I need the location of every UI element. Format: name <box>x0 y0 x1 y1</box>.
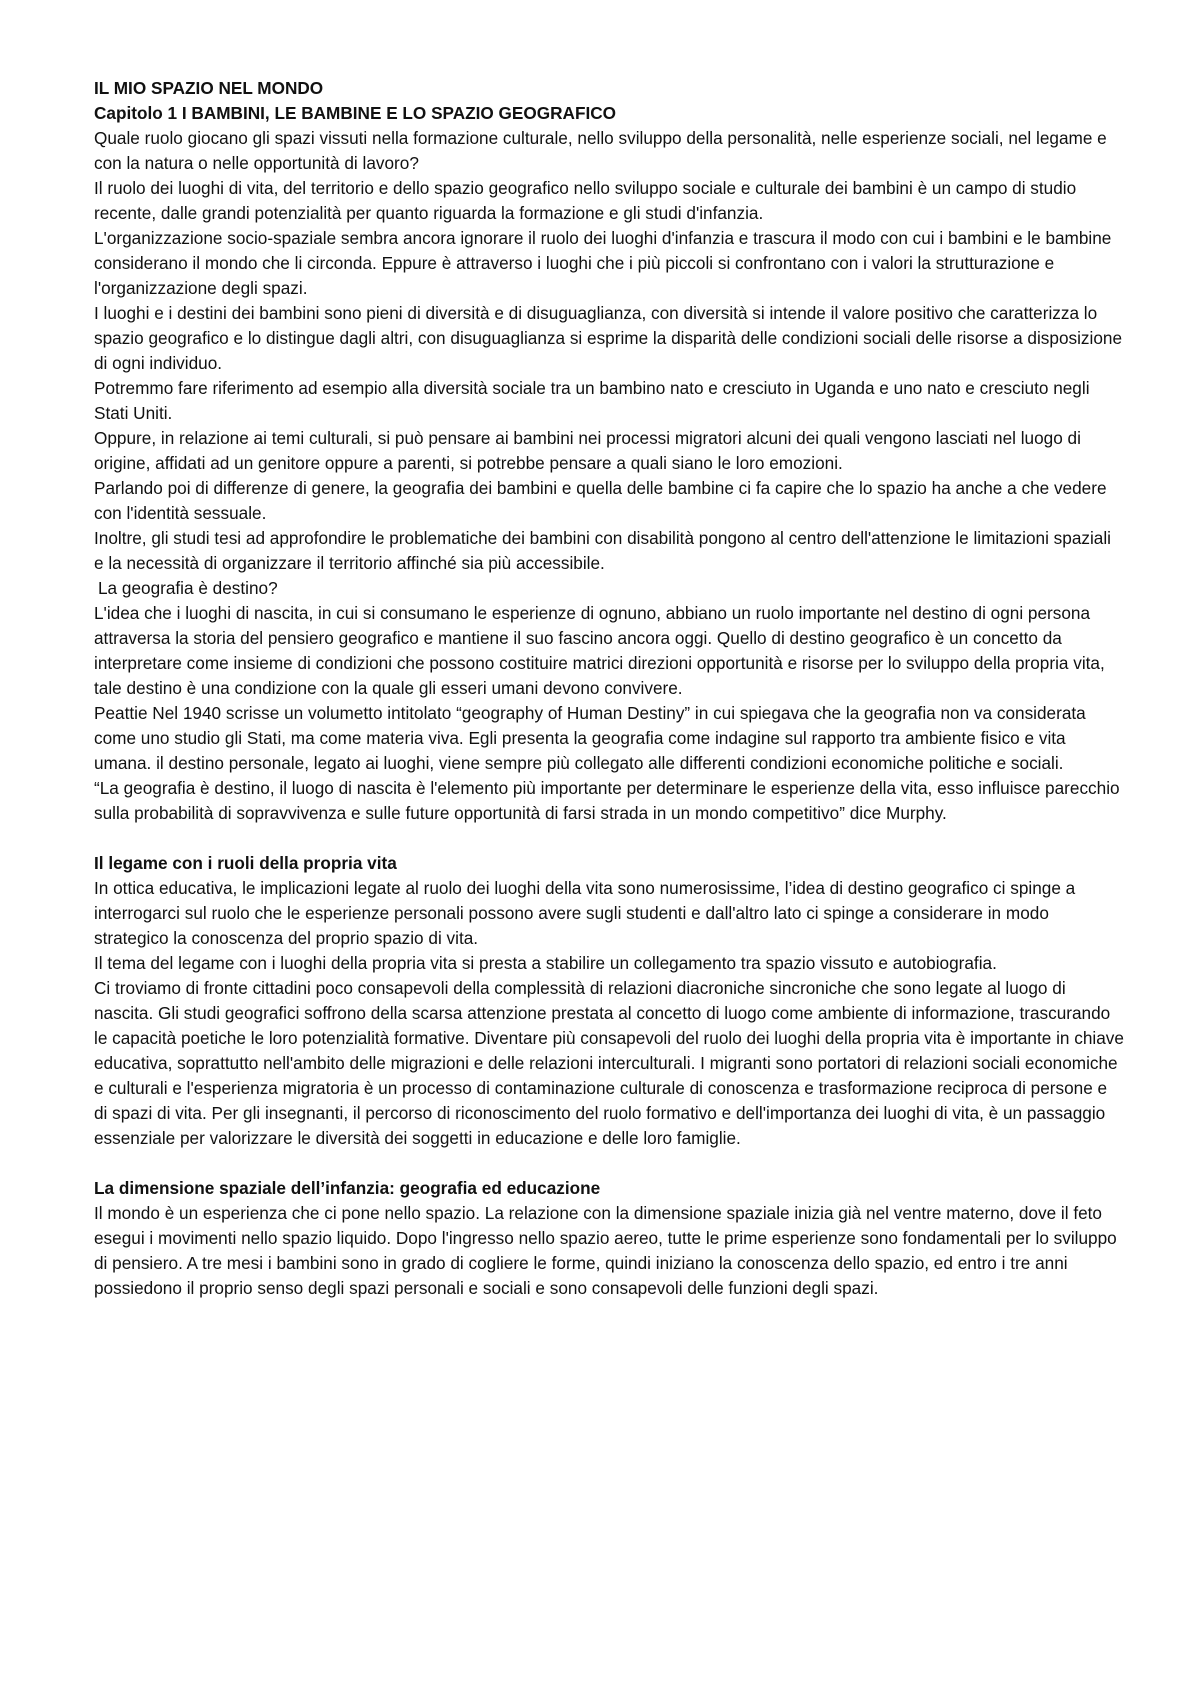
spacer <box>94 1151 1124 1176</box>
paragraph: Il mondo è un esperienza che ci pone nello spazio. La relazione con la dimensione spaziale inizia già nel ventre materno, dove il feto esegui i movimenti nello spazio liquido. Dopo l'ingresso nello spazio aereo, tutte le prime esperienze sono fondamentali per lo sviluppo di pensiero. A tre mesi i bambini sono in grado di cogliere le forme, quindi iniziano la conoscenza dello spazio, ed entro i tre anni possiedono il proprio senso degli spazi personali e sociali e sono consapevoli delle funzioni degli spazi. <box>94 1203 1117 1298</box>
paragraph: “La geografia è destino, il luogo di nascita è l'elemento più importante per determinare le esperienze della vita, esso influisce parecchio sulla probabilità di sopravvivenza e sulle future opportunità di farsi strada in un mondo competitivo” dice Murphy. <box>94 778 1120 823</box>
document-title: IL MIO SPAZIO NEL MONDO <box>94 78 324 98</box>
paragraph: Inoltre, gli studi tesi ad approfondire le problematiche dei bambini con disabilità pongono al centro dell'attenzione le limitazioni spaziali e la necessità di organizzare il territorio affinché sia più accessibile. <box>94 528 1111 573</box>
paragraph: Potremmo fare riferimento ad esempio alla diversità sociale tra un bambino nato e cresciuto in Uganda e uno nato e cresciuto negli Stati Uniti. <box>94 378 1090 423</box>
paragraph: Ci troviamo di fronte cittadini poco consapevoli della complessità di relazioni diacroniche sincroniche che sono legate al luogo di nascita. Gli studi geografici soffrono della scarsa attenzione prestata al concetto di luogo come ambiente di informazione, trascurando le capacità poetiche le loro potenzialità formative. Diventare più consapevoli del ruolo dei luoghi della propria vita è importante in chiave educativa, soprattutto nell'ambito delle migrazioni e delle relazioni interculturali. I migranti sono portatori di relazioni sociali economiche e culturali e l'esperienza migratoria è un processo di contaminazione culturale di conoscenza e trasformazione reciproca di persone e di spazi di vita. Per gli insegnanti, il percorso di riconoscimento del ruolo formativo e dell'importanza dei luoghi di vita, è un passaggio essenziale per valorizzare le diversità dei soggetti in educazione e delle loro famiglie. <box>94 978 1124 1148</box>
paragraph: Peattie Nel 1940 scrisse un volumetto intitolato “geography of Human Destiny” in cui spiegava che la geografia non va considerata come uno studio gli Stati, ma come materia viva. Egli presenta la geografia come indagine sul rapporto tra ambiente fisico e vita umana. il destino personale, legato ai luoghi, viene sempre più collegato alle differenti condizioni economiche politiche e sociali. <box>94 703 1086 773</box>
chapter-heading: Capitolo 1 I BAMBINI, LE BAMBINE E LO SPAZIO GEOGRAFICO <box>94 103 617 123</box>
document-page <box>94 76 1124 1301</box>
question-line: La geografia è destino? <box>98 578 278 598</box>
paragraph: L'organizzazione socio-spaziale sembra ancora ignorare il ruolo dei luoghi d'infanzia e trascura il modo con cui i bambini e le bambine considerano il mondo che li circonda. Eppure è attraverso i luoghi che i più piccoli si confrontano con i valori la strutturazione e l'organizzazione degli spazi. <box>94 228 1112 298</box>
paragraph: I luoghi e i destini dei bambini sono pieni di diversità e di disuguaglianza, con diversità si intende il valore positivo che caratterizza lo spazio geografico e lo distingue dagli altri, con disuguaglianza si esprime la disparità delle condizioni sociali delle risorse a disposizione di ogni individuo. <box>94 303 1123 373</box>
paragraph: Il tema del legame con i luoghi della propria vita si presta a stabilire un collegamento tra spazio vissuto e autobiografia. <box>94 953 997 973</box>
paragraph: In ottica educativa, le implicazioni legate al ruolo dei luoghi della vita sono numerosissime, l’idea di destino geografico ci spinge a interrogarci sul ruolo che le esperienze personali possono avere sugli studenti e dall'altro lato ci spinge a considerare in modo strategico la conoscenza del proprio spazio di vita. <box>94 878 1076 948</box>
paragraph: Il ruolo dei luoghi di vita, del territorio e dello spazio geografico nello sviluppo sociale e culturale dei bambini è un campo di studio recente, dalle grandi potenzialità per quanto riguarda la formazione e gli studi d'infanzia. <box>94 178 1077 223</box>
paragraph: Quale ruolo giocano gli spazi vissuti nella formazione culturale, nello sviluppo della personalità, nelle esperienze sociali, nel legame e con la natura o nelle opportunità di lavoro? <box>94 128 1107 173</box>
section-heading: La dimensione spaziale dell’infanzia: geografia ed educazione <box>94 1178 601 1198</box>
section-heading: Il legame con i ruoli della propria vita <box>94 853 397 873</box>
paragraph: Oppure, in relazione ai temi culturali, si può pensare ai bambini nei processi migratori alcuni dei quali vengono lasciati nel luogo di origine, affidati ad un genitore oppure a parenti, si potrebbe pensare a quali siano le loro emozioni. <box>94 428 1081 473</box>
paragraph: Parlando poi di differenze di genere, la geografia dei bambini e quella delle bambine ci fa capire che lo spazio ha anche a che vedere con l'identità sessuale. <box>94 478 1107 523</box>
spacer <box>94 826 1124 851</box>
paragraph: L'idea che i luoghi di nascita, in cui si consumano le esperienze di ognuno, abbiano un ruolo importante nel destino di ogni persona attraversa la storia del pensiero geografico e mantiene il suo fascino ancora oggi. Quello di destino geografico è un concetto da interpretare come insieme di condizioni che possono costituire matrici direzioni opportunità e risorse per lo sviluppo della propria vita, tale destino è una condizione con la quale gli esseri umani devono convivere. <box>94 603 1105 698</box>
